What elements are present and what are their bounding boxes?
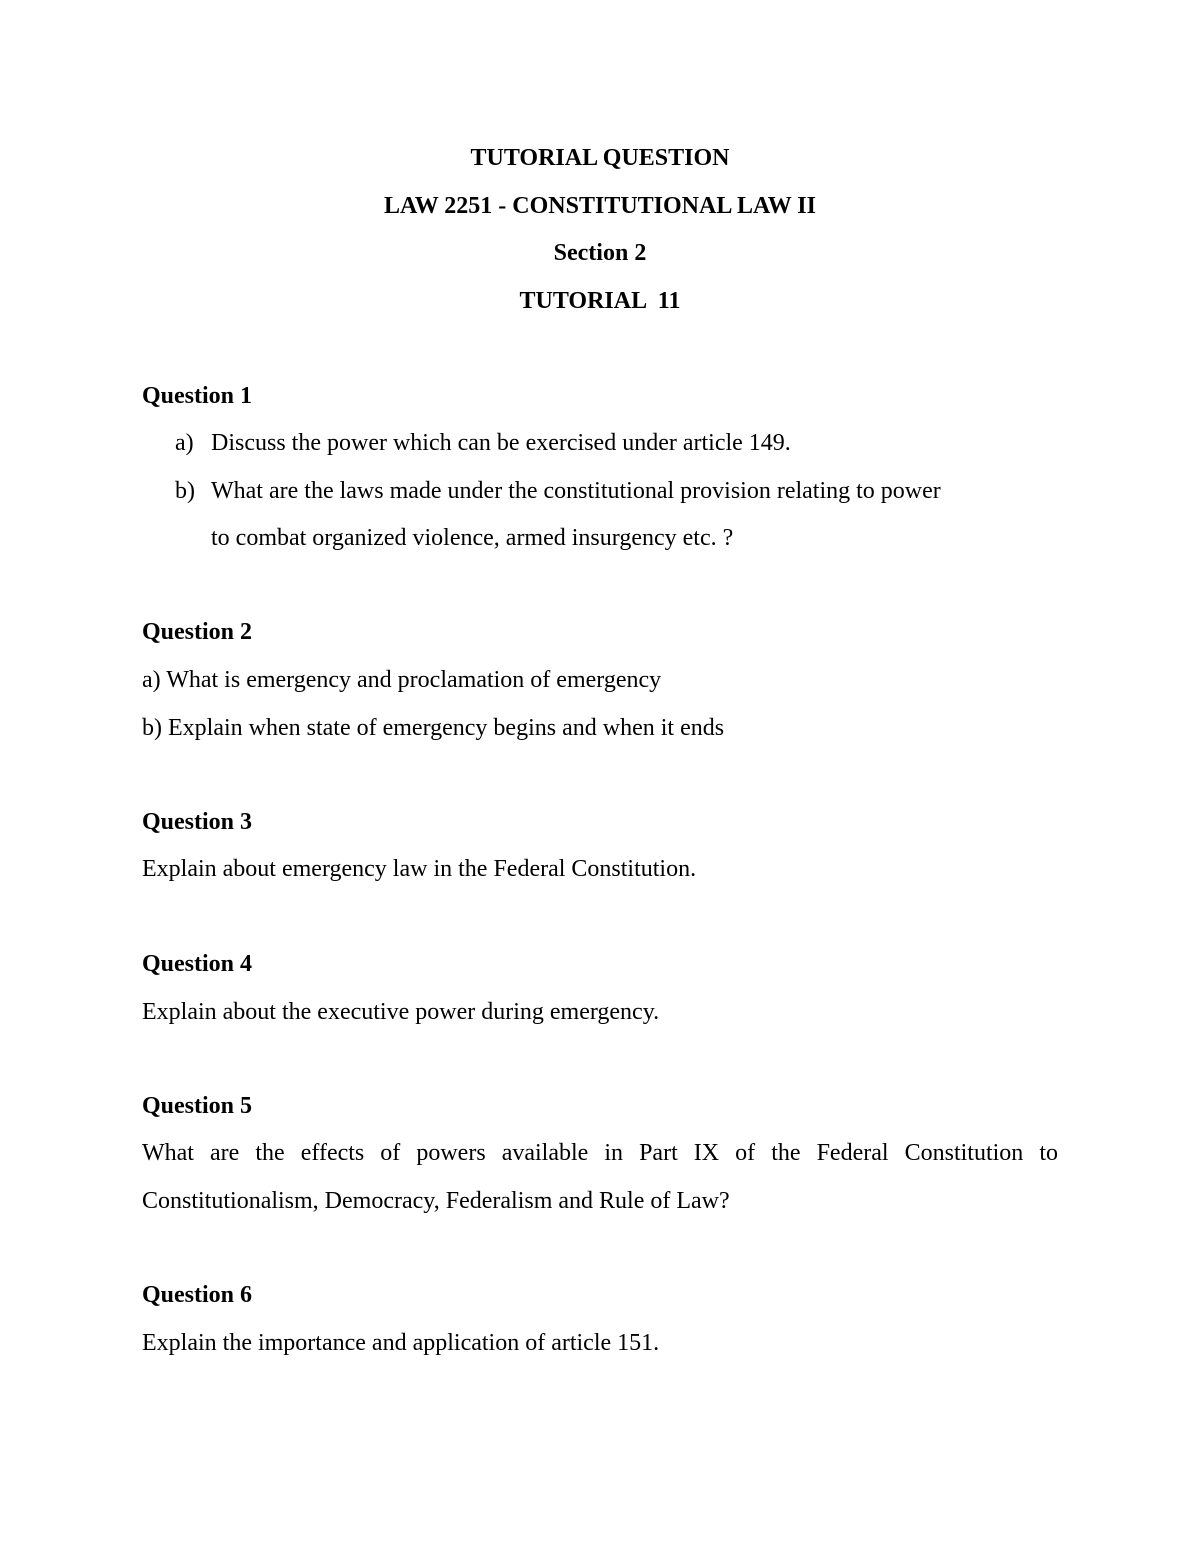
question-2b-text: b) Explain when state of emergency begins and when it ends — [142, 715, 725, 741]
question-4-title: Question 4 — [142, 951, 253, 977]
question-6-text: Explain the importance and application of article 151. — [142, 1330, 660, 1356]
question-3-text: Explain about emergency law in the Federal Constitution. — [142, 856, 697, 882]
question-1b-marker: b) — [175, 478, 195, 504]
question-2-title: Question 2 — [142, 619, 253, 645]
document-title: TUTORIAL QUESTION — [470, 145, 730, 171]
section-label: Section 2 — [553, 240, 647, 266]
question-1b-continuation: to combat organized violence, armed insurgency etc. ? — [211, 525, 734, 551]
question-3-title: Question 3 — [142, 809, 253, 835]
question-1-title: Question 1 — [142, 383, 253, 409]
question-6-title: Question 6 — [142, 1282, 253, 1308]
question-1a-text: Discuss the power which can be exercised under article 149. — [211, 430, 791, 456]
question-1a-marker: a) — [175, 430, 194, 456]
question-1b-text: What are the laws made under the constitutional provision relating to power — [211, 478, 941, 504]
question-5-title: Question 5 — [142, 1093, 253, 1119]
course-title: LAW 2251 - CONSTITUTIONAL LAW II — [384, 193, 816, 219]
question-4-text: Explain about the executive power during emergency. — [142, 999, 660, 1025]
tutorial-number: TUTORIAL 11 — [519, 288, 681, 314]
question-5-text-line-1: What are the effects of powers available in Part IX of the Federal Constitution to — [142, 1140, 1058, 1166]
question-5-text-line-2: Constitutionalism, Democracy, Federalism and Rule of Law? — [142, 1188, 730, 1214]
question-2a-text: a) What is emergency and proclamation of emergency — [142, 667, 662, 693]
